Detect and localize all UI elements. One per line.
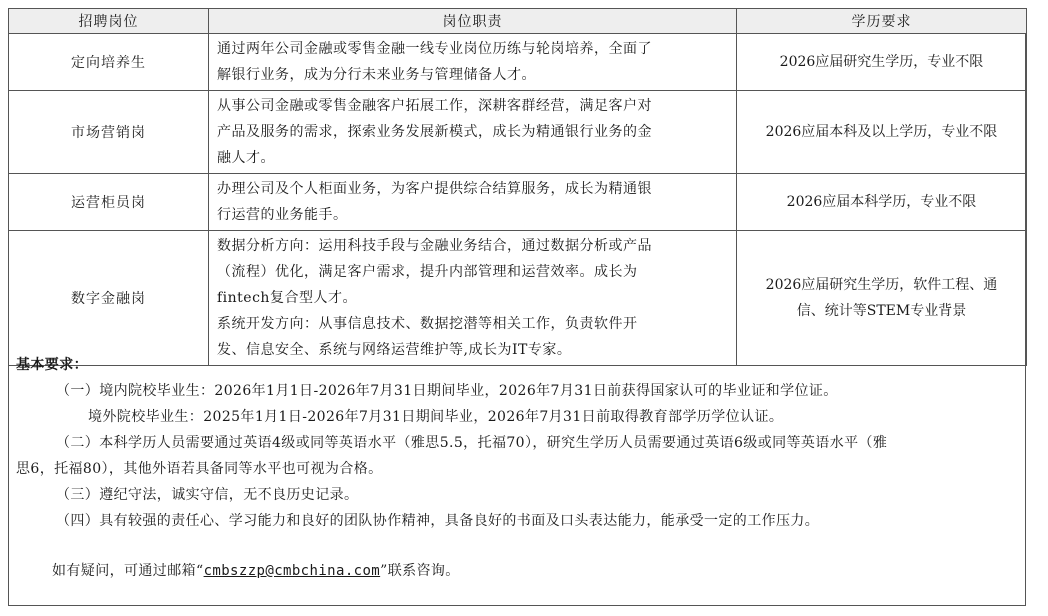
duty-line: 发、信息安全、系统与网络运营维护等,成长为IT专家。: [217, 342, 572, 358]
duty-line: 从事公司金融或零售金融客户拓展工作，深耕客群经营，满足客户对: [217, 98, 652, 114]
duty-line: 系统开发方向：从事信息技术、数据挖潜等相关工作，负责软件开: [217, 316, 638, 332]
position-duty: [209, 231, 737, 366]
duty-line: 解银行业务，成为分行未来业务与管理储备人才。: [217, 67, 536, 83]
duty-line: 数据分析方向：运用科技手段与金融业务结合，通过数据分析或产品: [217, 238, 652, 254]
duty-line: （流程）优化，满足客户需求，提升内部管理和运营效率。成长为: [217, 264, 638, 280]
duty-line: 行运营的业务能手。: [217, 207, 348, 223]
header-education: 学历要求: [737, 9, 1027, 34]
requirement-item: 境外院校毕业生：2025年1月1日-2026年7月31日期间毕业，2026年7月31日前取得教育部学历学位认证。: [88, 409, 784, 425]
education-line: 2026应届本科学历，专业不限: [786, 194, 977, 210]
job-table: [8, 8, 1027, 366]
requirement-item-continued: 思6，托福80），其他外语若具备同等水平也可视为合格。: [16, 461, 383, 477]
table-row: [9, 174, 1027, 231]
education-line: 信、统计等STEM专业背景: [796, 303, 967, 319]
contact-suffix: ”联系咨询。: [380, 563, 460, 579]
contact-line: [52, 560, 460, 580]
education-requirement: [737, 34, 1027, 91]
duty-line: fintech复合型人才。: [217, 290, 357, 306]
education-requirement: [737, 231, 1027, 366]
contact-email-link[interactable]: cmbszzp@cmbchina.com: [203, 563, 381, 579]
header-duty: 岗位职责: [209, 9, 737, 34]
duty-line: 通过两年公司金融或零售金融一线专业岗位历练与轮岗培养，全面了: [217, 41, 652, 57]
education-line: 2026应届研究生学历，专业不限: [779, 54, 984, 70]
requirement-item: （三）遵纪守法，诚实守信，无不良历史记录。: [56, 487, 359, 503]
position-title: 市场营销岗: [9, 91, 209, 174]
position-title: 运营柜员岗: [9, 174, 209, 231]
header-position: 招聘岗位: [9, 9, 209, 34]
duty-line: 融人才。: [217, 150, 275, 166]
table-row: [9, 231, 1027, 366]
education-line: 2026应届研究生学历，软件工程、通: [765, 277, 998, 293]
position-title: 定向培养生: [9, 34, 209, 91]
contact-prefix: 如有疑问，可通过邮箱“: [52, 563, 204, 579]
position-duty: [209, 34, 737, 91]
position-title: 数字金融岗: [9, 231, 209, 366]
table-header-row: [9, 9, 1027, 34]
education-requirement: [737, 174, 1027, 231]
duty-line: 办理公司及个人柜面业务，为客户提供综合结算服务，成长为精通银: [217, 181, 652, 197]
education-line: 2026应届本科及以上学历，专业不限: [765, 124, 998, 140]
education-requirement: [737, 91, 1027, 174]
requirements-heading: 基本要求：: [16, 357, 88, 373]
duty-line: 产品及服务的需求，探索业务发展新模式，成长为精通银行业务的金: [217, 124, 652, 140]
basic-requirements: [16, 352, 1020, 534]
position-duty: [209, 174, 737, 231]
requirement-item: （四）具有较强的责任心、学习能力和良好的团队协作精神，具备良好的书面及口头表达能力，能承受一定的工作压力。: [56, 513, 820, 529]
table-row: [9, 91, 1027, 174]
table-row: [9, 34, 1027, 91]
position-duty: [209, 91, 737, 174]
requirement-item: （二）本科学历人员需要通过英语4级或同等英语水平（雅思5.5，托福70），研究生学历人员需要通过英语6级或同等英语水平（雅: [56, 435, 888, 451]
requirement-item: （一）境内院校毕业生：2026年1月1日-2026年7月31日期间毕业，2026年7月31日前获得国家认可的毕业证和学位证。: [56, 383, 838, 399]
